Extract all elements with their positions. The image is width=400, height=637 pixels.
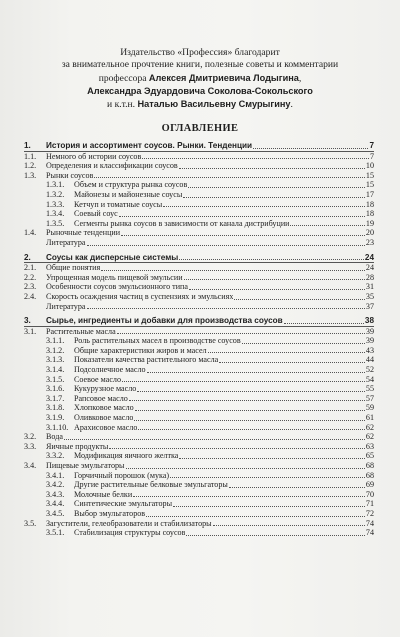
toc-entry-title: Соевый соус — [74, 209, 118, 219]
toc-leader-dots — [138, 423, 365, 430]
toc-entry-number: 2.3. — [24, 282, 37, 292]
toc-leader-dots — [234, 293, 365, 300]
toc-leader-dots — [147, 366, 365, 373]
toc-entry-page: 70 — [365, 489, 374, 499]
toc-leader-dots — [121, 229, 365, 236]
toc-leader-dots — [163, 200, 365, 207]
toc-entry-page: 55 — [365, 384, 374, 394]
toc-entry-title: Особенности соусов эмульсионного типа — [46, 282, 188, 292]
toc-entry-title: Яичные продукты — [46, 441, 109, 451]
toc-leader-dots — [117, 327, 365, 334]
toc-entry-title: Оливковое масло — [74, 413, 134, 423]
toc-entry-page: 71 — [365, 499, 374, 509]
toc-entry-title: Арахисовое масло — [74, 422, 138, 432]
toc-entry-page: 18 — [365, 199, 374, 209]
toc-entry — [24, 346, 374, 356]
toc-entry — [24, 238, 374, 248]
toc-leader-dots — [179, 452, 365, 459]
toc-entry — [24, 394, 374, 404]
toc-entry-number: 3.3. — [24, 441, 37, 451]
toc-entry-number: 3.4.1. — [46, 470, 65, 480]
toc-entry — [24, 509, 374, 519]
toc-leader-dots — [242, 337, 365, 344]
toc-entry-page: 38 — [364, 316, 374, 326]
toc-chapter-entry — [24, 253, 374, 263]
toc-entry — [24, 152, 374, 162]
toc-entry-page: 24 — [365, 263, 374, 273]
toc-entry — [24, 228, 374, 238]
toc-entry-title: Модификация яичного желтка — [74, 451, 179, 461]
toc-entry — [24, 263, 374, 273]
toc-entry-number: 1.4. — [24, 228, 37, 238]
toc-entry-number: 3.4.2. — [46, 480, 65, 490]
toc-entry — [24, 528, 374, 538]
toc-entry — [24, 499, 374, 509]
toc-entry-title: Определения и классификации соусов — [46, 161, 178, 171]
toc-entry-page: 44 — [365, 355, 374, 365]
toc-entry-page: 7 — [369, 141, 374, 150]
toc-leader-dots — [219, 356, 365, 363]
toc-entry — [24, 403, 374, 413]
toc-entry-page: 20 — [365, 228, 374, 238]
toc-entry-title: Пищевые эмульгаторы — [46, 461, 125, 470]
toc-entry-title: Синтетические эмульгаторы — [74, 499, 173, 509]
toc-entry — [24, 161, 374, 171]
toc-entry-title: Литература — [46, 301, 86, 311]
toc-leader-dots — [142, 152, 369, 159]
toc-entry-page: 54 — [365, 374, 374, 384]
toc-leader-dots — [64, 433, 365, 440]
toc-entry — [24, 200, 374, 210]
toc-entry-title: Скорость осаждения частиц в суспензиях и эмульсиях — [46, 291, 234, 301]
toc-entry-number: 3.2. — [24, 432, 37, 442]
toc-entry-title: Соевое масло — [74, 374, 122, 384]
toc-entry-page: 19 — [365, 218, 374, 228]
toc-entry-number: 1.3.3. — [46, 199, 65, 209]
toc-entry-page: 74 — [365, 528, 374, 538]
ack-line-1: Издательство «Профессия» благодарит — [120, 47, 280, 58]
toc-entry-page: 37 — [365, 301, 374, 311]
toc-entry-number: 2. — [24, 252, 31, 262]
toc-entry-page: 59 — [365, 403, 374, 413]
toc-entry-page: 57 — [365, 393, 374, 403]
toc-entry-page: 43 — [365, 345, 374, 355]
toc-chapter-entry — [24, 316, 374, 326]
toc-entry-title: Горчичный порошок (мука) — [74, 470, 170, 480]
toc-entry — [24, 490, 374, 500]
toc-entry-number: 3.1.7. — [46, 393, 65, 403]
toc-entry — [24, 461, 374, 471]
toc-leader-dots — [179, 253, 364, 260]
toc-leader-dots — [119, 210, 365, 217]
toc-entry-title: Стабилизация структуры соусов — [74, 528, 186, 538]
toc-entry-number: 1.3.1. — [46, 180, 65, 190]
toc-entry-title: Сырье, ингредиенты и добавки для производства соусов — [46, 316, 283, 326]
toc-entry-title: Рынки соусов — [46, 170, 94, 180]
toc-entry — [24, 302, 374, 312]
toc-entry-page: 63 — [365, 441, 374, 451]
toc-entry-number: 3.1.3. — [46, 355, 65, 365]
toc-entry-title: Кетчуп и томатные соусы — [74, 199, 163, 209]
toc-entry — [24, 375, 374, 385]
ack-text: . — [290, 99, 293, 111]
toc-heading: ОГЛАВЛЕНИЕ — [161, 123, 239, 134]
toc-leader-dots — [170, 471, 365, 478]
toc-leader-dots — [179, 162, 365, 169]
toc-entry — [24, 519, 374, 529]
toc-entry — [24, 451, 374, 461]
toc-entry-number: 3.4.3. — [46, 489, 65, 499]
toc-entry-title: Подсолнечное масло — [74, 365, 146, 375]
ack-text: профессора — [98, 72, 149, 84]
toc-entry-number: 3.1.5. — [46, 374, 65, 384]
toc-entry-number: 3.1.8. — [46, 403, 65, 413]
toc-entry — [24, 171, 374, 181]
toc-entry — [24, 432, 374, 442]
toc-entry-title: Молочные белки — [74, 489, 133, 499]
ack-name-1: Алексея Дмитриевича Лодыгина — [148, 72, 299, 83]
ack-line-3 — [0, 72, 400, 85]
toc-leader-dots — [183, 191, 365, 198]
ack-name-2: Александра Эдуардовича Соколова-Сокольского — [87, 85, 313, 96]
toc-entry-number: 1.3.4. — [46, 209, 65, 219]
toc-entry-title: Кукурузное масло — [74, 384, 137, 394]
toc-entry — [24, 442, 374, 452]
toc-leader-dots — [87, 302, 365, 309]
toc-leader-dots — [101, 264, 365, 271]
toc-chapter-entry — [24, 141, 374, 151]
toc-entry-number: 1. — [24, 141, 31, 150]
toc-entry — [24, 190, 374, 200]
toc-entry-number: 3.1. — [24, 326, 37, 336]
toc-entry-title: Майонезы и майонезные соусы — [74, 189, 183, 199]
toc-leader-dots — [122, 375, 365, 382]
toc-entry-title: Хлопковое масло — [74, 403, 134, 413]
toc-leader-dots — [137, 385, 365, 392]
toc-entry-page: 61 — [365, 413, 374, 423]
ack-text: и к.т.н. — [107, 99, 138, 111]
toc-entry — [24, 282, 374, 292]
table-of-contents — [24, 141, 374, 538]
ack-line-5 — [0, 98, 400, 111]
toc-entry-number: 3.1.6. — [46, 384, 65, 394]
toc-entry — [24, 292, 374, 302]
toc-entry-page: 31 — [365, 282, 374, 292]
toc-entry-number: 3.1.4. — [46, 365, 65, 375]
toc-leader-dots — [184, 273, 365, 280]
ack-line-4 — [0, 85, 400, 98]
toc-leader-dots — [146, 510, 365, 517]
ack-text: , — [298, 72, 302, 84]
toc-leader-dots — [284, 317, 364, 324]
toc-entry-page: 72 — [365, 508, 374, 518]
toc-entry-number: 3.4. — [24, 461, 37, 470]
toc-entry-page: 15 — [365, 170, 374, 180]
toc-entry-title: Рапсовое масло — [74, 393, 128, 403]
toc-entry-number: 3.4.5. — [46, 508, 65, 518]
toc-entry-page: 24 — [364, 252, 374, 262]
toc-entry-page: 23 — [365, 237, 374, 247]
toc-entry-title: Роль растительных масел в производстве соусов — [74, 336, 241, 346]
toc-entry-page: 18 — [365, 209, 374, 219]
toc-entry-number: 3.1.1. — [46, 336, 65, 346]
toc-leader-dots — [189, 283, 365, 290]
toc-entry-page: 10 — [365, 161, 374, 171]
toc-entry-number: 3.1.10. — [46, 422, 69, 432]
toc-entry-number: 2.1. — [24, 263, 37, 273]
toc-entry — [24, 219, 374, 229]
toc-leader-dots — [134, 414, 364, 421]
toc-entry-title: Растительные масла — [46, 326, 116, 336]
toc-entry — [24, 336, 374, 346]
toc-entry-page: 15 — [365, 180, 374, 190]
toc-leader-dots — [188, 181, 365, 188]
toc-entry-number: 3.5. — [24, 518, 37, 528]
toc-entry-title: Объем и структура рынка соусов — [74, 180, 188, 190]
toc-leader-dots — [126, 462, 365, 469]
toc-entry-title: История и ассортимент соусов. Рынки. Тенденции — [46, 141, 253, 150]
toc-entry-page: 7 — [369, 151, 374, 161]
toc-entry-title: Выбор эмульгаторов — [74, 508, 146, 518]
toc-entry-number: 2.4. — [24, 291, 37, 301]
toc-entry-page: 35 — [365, 291, 374, 301]
toc-entry-page: 52 — [365, 365, 374, 375]
toc-entry-page: 68 — [365, 461, 374, 470]
toc-entry — [24, 365, 374, 375]
toc-entry-title: Другие растительные белковые эмульгаторы — [74, 480, 228, 490]
toc-leader-dots — [229, 481, 365, 488]
toc-entry-number: 3.1.9. — [46, 413, 65, 423]
toc-entry-number: 2.2. — [24, 272, 37, 282]
toc-entry — [24, 180, 374, 190]
toc-leader-dots — [109, 442, 365, 449]
toc-entry-page: 62 — [365, 432, 374, 442]
toc-entry-page: 69 — [365, 480, 374, 490]
toc-entry-number: 1.1. — [24, 151, 37, 161]
toc-entry-number: 1.3.5. — [46, 218, 65, 228]
toc-entry-number: 3.4.4. — [46, 499, 65, 509]
toc-entry-number: 1.3. — [24, 170, 37, 180]
ack-line-2: за внимательное прочтение книги, полезные советы и комментарии — [61, 59, 339, 71]
toc-leader-dots — [133, 490, 365, 497]
toc-entry — [24, 471, 374, 481]
toc-entry-title: Сегменты рынка соусов в зависимости от канала дистрибуции — [74, 218, 290, 228]
toc-entry-number: 3. — [24, 316, 31, 326]
toc-entry — [24, 327, 374, 337]
toc-entry-title: Соусы как дисперсные системы — [46, 252, 179, 262]
toc-entry-title: Упрощенная модель пищевой эмульсии — [46, 272, 183, 282]
toc-leader-dots — [208, 346, 365, 353]
toc-entry-number: 3.1.2. — [46, 345, 65, 355]
toc-entry-page: 39 — [365, 326, 374, 336]
toc-leader-dots — [87, 239, 365, 246]
toc-entry-page: 68 — [365, 470, 374, 480]
toc-leader-dots — [213, 519, 365, 526]
toc-entry — [24, 209, 374, 219]
toc-entry-page: 62 — [365, 422, 374, 432]
toc-entry-title: Общие понятия — [46, 263, 101, 273]
toc-entry — [24, 480, 374, 490]
toc-entry-page: 39 — [365, 336, 374, 346]
toc-entry-title: Загустители, гелеобразователи и стабилизаторы — [46, 518, 212, 528]
toc-leader-dots — [135, 404, 365, 411]
toc-entry — [24, 423, 374, 433]
toc-leader-dots — [253, 142, 368, 149]
toc-entry — [24, 355, 374, 365]
toc-leader-dots — [94, 171, 365, 178]
toc-entry-page: 28 — [365, 272, 374, 282]
toc-entry — [24, 273, 374, 283]
toc-leader-dots — [186, 529, 365, 536]
toc-entry — [24, 413, 374, 423]
toc-entry-title: Показатели качества растительного масла — [74, 355, 219, 365]
toc-entry-title: Литература — [46, 237, 86, 247]
toc-entry-number: 1.2. — [24, 161, 37, 171]
toc-entry-title: Вода — [46, 432, 63, 442]
toc-entry — [24, 384, 374, 394]
toc-entry-number: 3.3.2. — [46, 451, 65, 461]
toc-entry-page: 74 — [365, 518, 374, 528]
toc-leader-dots — [129, 394, 365, 401]
toc-entry-number: 3.5.1. — [46, 528, 65, 538]
acknowledgement — [0, 47, 400, 111]
toc-leader-dots — [290, 219, 364, 226]
toc-entry-number: 1.3.2. — [46, 189, 65, 199]
toc-entry-title: Общие характеристики жиров и масел — [74, 345, 207, 355]
toc-entry-title: Рыночные тенденции — [46, 228, 121, 238]
toc-entry-page: 17 — [365, 189, 374, 199]
ack-name-3: Наталью Васильевну Смурыгину — [137, 99, 291, 110]
toc-leader-dots — [173, 500, 365, 507]
toc-entry-page: 65 — [365, 451, 374, 461]
toc-entry-title: Немного об истории соусов — [46, 151, 142, 161]
